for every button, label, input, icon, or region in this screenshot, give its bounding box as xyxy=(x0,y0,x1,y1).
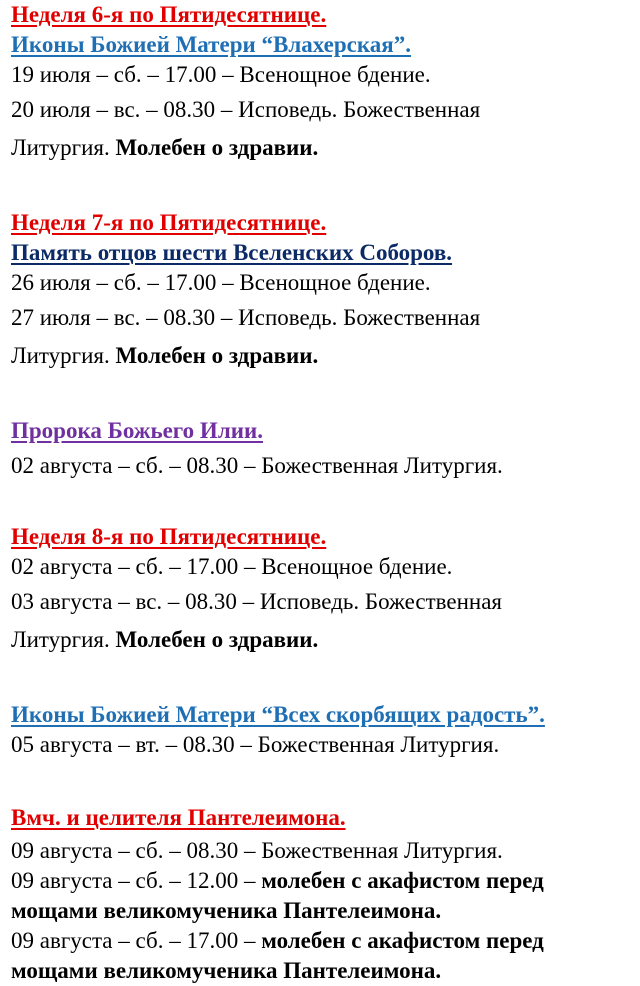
block-heading: Вмч. и целителя Пантелеимона. xyxy=(11,805,346,830)
spacer xyxy=(11,374,636,416)
schedule-block-week-8 xyxy=(11,522,636,658)
schedule-text: 09 августа – сб. – 12.00 – xyxy=(11,868,262,893)
schedule-text: Литургия. xyxy=(11,135,116,160)
block-heading: Неделя 6-я по Пятидесятнице. xyxy=(11,2,327,27)
schedule-bold-text: молебен с акафистом перед xyxy=(261,868,544,893)
schedule-line: 20 июля – вс. – 08.30 – Исповедь. Божественная xyxy=(11,97,481,122)
spacer xyxy=(11,760,636,798)
schedule-line: 02 августа – сб. – 17.00 – Всенощное бдение. xyxy=(11,554,453,579)
schedule-line: 03 августа – вс. – 08.30 – Исповедь. Божественная xyxy=(11,589,502,614)
schedule-text: Литургия. xyxy=(11,627,116,652)
schedule-line: 19 июля – сб. – 17.00 – Всенощное бдение. xyxy=(11,62,431,87)
schedule-line: мощами великомученика Пантелеимона. xyxy=(11,958,442,983)
schedule-text: Литургия. xyxy=(11,343,116,368)
schedule-text: 09 августа – сб. – 17.00 – xyxy=(11,928,262,953)
schedule-line xyxy=(11,128,636,166)
schedule-line xyxy=(11,336,636,374)
schedule-line: 26 июля – сб. – 17.00 – Всенощное бдение. xyxy=(11,270,431,295)
spacer xyxy=(11,166,636,208)
schedule-bold-text: Молебен о здравии. xyxy=(115,135,319,160)
schedule-line: 27 июля – вс. – 08.30 – Исповедь. Божественная xyxy=(11,305,481,330)
schedule-block-all-sorrows xyxy=(11,700,636,760)
schedule-block-elijah xyxy=(11,416,636,484)
schedule-line xyxy=(11,620,636,658)
schedule-line: 02 августа – сб. – 08.30 – Божественная Литургия. xyxy=(11,453,503,478)
spacer xyxy=(11,658,636,700)
schedule-block-week-6 xyxy=(11,0,636,166)
block-subheading: Память отцов шести Вселенских Соборов. xyxy=(11,240,453,265)
schedule-line xyxy=(11,926,636,956)
schedule-line: 05 августа – вт. – 08.30 – Божественная Литургия. xyxy=(11,732,500,757)
schedule-block-panteleimon xyxy=(11,798,636,986)
schedule-block-week-7 xyxy=(11,208,636,374)
spacer xyxy=(11,484,636,522)
schedule-bold-text: Молебен о здравии. xyxy=(115,343,319,368)
block-heading: Неделя 8-я по Пятидесятнице. xyxy=(11,524,327,549)
schedule-line: мощами великомученика Пантелеимона. xyxy=(11,898,442,923)
block-heading: Иконы Божией Матери “Всех скорбящих радость”. xyxy=(11,702,545,727)
block-heading: Пророка Божьего Илии. xyxy=(11,418,263,443)
schedule-document xyxy=(11,0,636,986)
schedule-bold-text: Молебен о здравии. xyxy=(115,627,319,652)
schedule-line xyxy=(11,866,636,896)
block-subheading: Иконы Божией Матери “Влахерская”. xyxy=(11,32,411,57)
schedule-bold-text: молебен с акафистом перед xyxy=(261,928,544,953)
block-heading: Неделя 7-я по Пятидесятнице. xyxy=(11,210,327,235)
schedule-line: 09 августа – сб. – 08.30 – Божественная Литургия. xyxy=(11,838,503,863)
